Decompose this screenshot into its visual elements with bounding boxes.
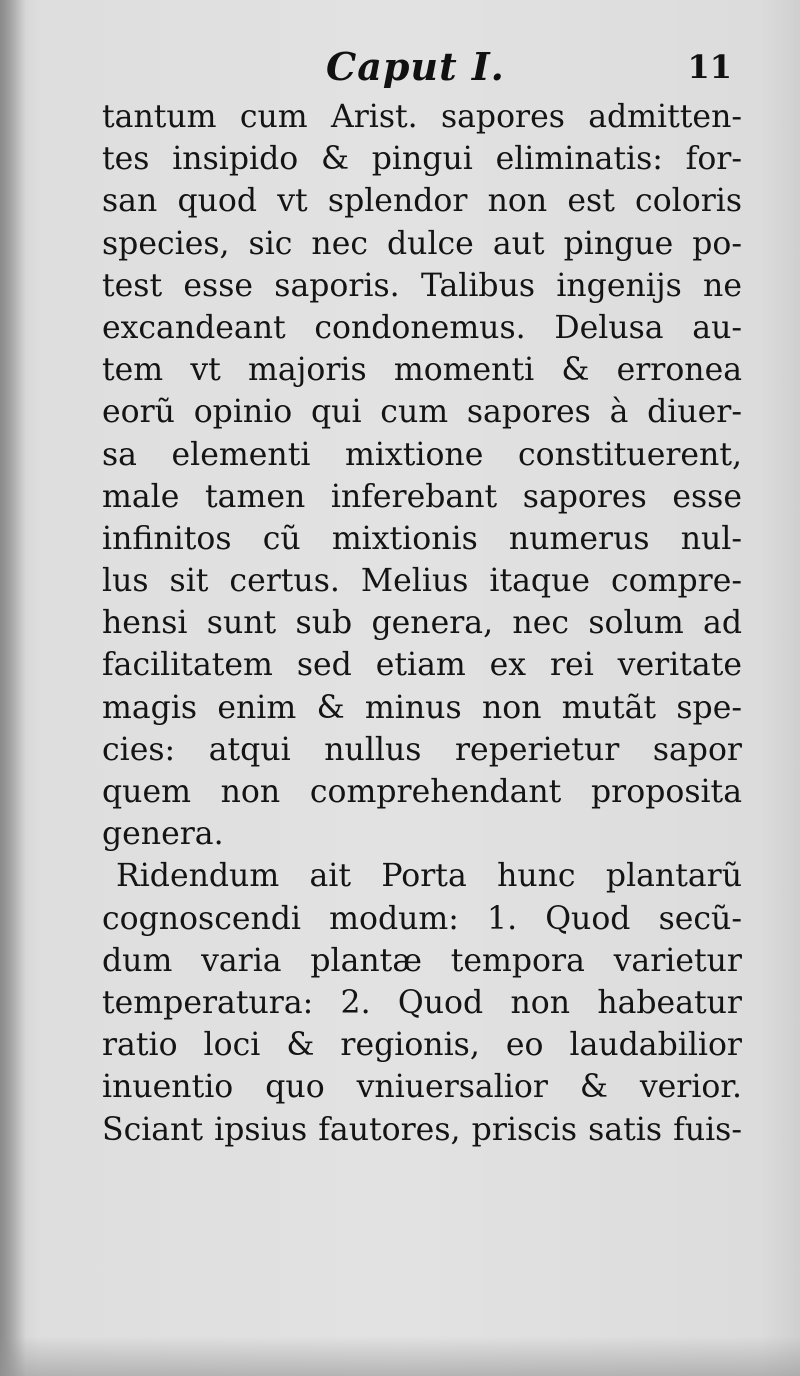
- page-header: [100, 40, 740, 100]
- paragraph-1: [102, 96, 742, 855]
- page-gutter-shadow: [0, 0, 26, 1376]
- text-line: lus sit certus. Melius itaque compre-: [102, 563, 742, 600]
- running-head: Caput I.: [326, 44, 505, 89]
- text-line: cognoscendi modum: 1. Quod secũ-: [102, 900, 742, 937]
- text-line: inuentio quo vniuersalior & verior.: [102, 1069, 742, 1106]
- paragraph-2: [102, 855, 742, 1150]
- text-line: tes insipido & pingui eliminatis: for-: [102, 141, 742, 178]
- text-line: cies: atqui nullus reperietur sapor: [102, 731, 742, 768]
- text-line: Ridendum ait Porta hunc plantarũ: [116, 858, 742, 895]
- text-line: test esse saporis. Talibus ingenijs ne: [102, 267, 742, 304]
- text-line: eorũ opinio qui cum sapores à diuer-: [102, 394, 742, 431]
- body-text: [102, 96, 742, 1151]
- text-line: Sciant ipsius fautores, priscis satis fuis-: [102, 1111, 742, 1148]
- text-line: temperatura: 2. Quod non habeatur: [102, 984, 742, 1021]
- text-line: infinitos cũ mixtionis numerus nul-: [102, 520, 742, 557]
- text-line: excandeant condonemus. Delusa au-: [102, 309, 742, 346]
- text-line: genera.: [102, 816, 224, 853]
- text-line: san quod vt splendor non est coloris: [102, 183, 742, 220]
- text-line: species, sic nec dulce aut pingue po-: [102, 225, 742, 262]
- text-line: tantum cum Arist. sapores admitten-: [102, 99, 742, 135]
- text-line: dum varia plantæ tempora varietur: [102, 942, 742, 979]
- text-line: quem non comprehendant proposita: [102, 774, 742, 810]
- text-line: magis enim & minus non mutãt spe-: [102, 689, 742, 726]
- text-line: hensi sunt sub genera, nec solum ad: [102, 605, 742, 642]
- text-line: ratio loci & regionis, eo laudabilior: [102, 1027, 742, 1064]
- text-line: sa elementi mixtione constituerent,: [102, 436, 742, 473]
- text-line: male tamen inferebant sapores esse: [102, 478, 742, 515]
- text-line: tem vt majoris momenti & erronea: [102, 352, 742, 389]
- page-number: 11: [687, 48, 732, 86]
- text-line: facilitatem sed etiam ex rei veritate: [102, 647, 742, 684]
- page-bottom-shadow: [0, 1336, 800, 1376]
